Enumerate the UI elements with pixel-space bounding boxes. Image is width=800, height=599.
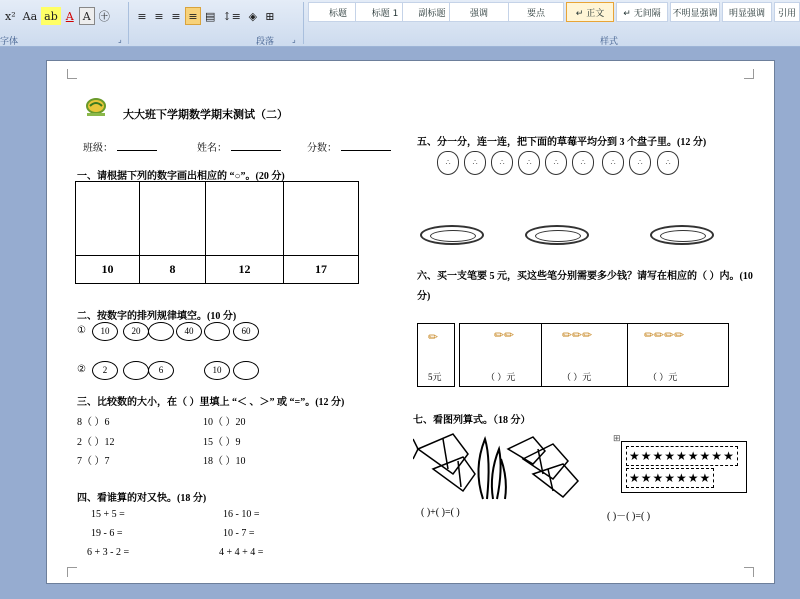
stars-row-1: ★★★★★★★★★ bbox=[626, 446, 738, 466]
plate-icon[interactable] bbox=[650, 225, 714, 245]
q6-price-box bbox=[417, 323, 455, 387]
q2-oval: 60 bbox=[233, 322, 259, 341]
school-logo-icon bbox=[85, 97, 107, 117]
styles-group-label: 样式 bbox=[600, 37, 619, 47]
question-3-title: 三、比较数的大小，在（ ）里填上 “＜ 、＞” 或 “=”。(12 分) bbox=[77, 397, 345, 408]
q2-oval-blank[interactable] bbox=[204, 322, 230, 341]
q6-answer[interactable]: （ ）元 bbox=[648, 372, 678, 382]
q6-price-label: 5元 bbox=[428, 372, 442, 382]
q2-oval: 10 bbox=[204, 361, 230, 380]
q6-table bbox=[459, 323, 729, 387]
q4-item[interactable]: 6 + 3 - 2 = bbox=[87, 547, 130, 558]
strawberry-icon[interactable]: ∴ bbox=[602, 151, 624, 175]
q3-item[interactable]: 10（ ）20 bbox=[203, 417, 246, 428]
highlight-button[interactable]: ab bbox=[41, 7, 61, 25]
font-dialog-launcher-icon[interactable]: ⌟ bbox=[118, 35, 122, 44]
page-title: 大大班下学期数学期末测试（二） bbox=[123, 109, 288, 121]
question-6-title: 六、买一支笔要 5 元，买这些笔分别需要多少钱？请写在相应的（ ）内。(10 bbox=[417, 271, 753, 282]
q1-number: 17 bbox=[284, 256, 359, 284]
q1-draw-cell[interactable] bbox=[284, 182, 359, 256]
q2-oval-blank[interactable] bbox=[233, 361, 259, 380]
q1-draw-cell[interactable] bbox=[140, 182, 206, 256]
style-subtle-emphasis[interactable]: 不明显强调 bbox=[670, 2, 720, 22]
q3-item[interactable]: 18（ ）10 bbox=[203, 456, 246, 467]
document-page[interactable] bbox=[46, 60, 775, 584]
q1-number: 8 bbox=[140, 256, 206, 284]
pencil-icon: ✏✏✏ bbox=[562, 328, 593, 342]
pencil-icon: ✏ bbox=[428, 330, 439, 344]
distributed-icon[interactable]: ▤ bbox=[205, 9, 216, 23]
align-left-icon[interactable]: ≡ bbox=[137, 9, 147, 23]
group-separator bbox=[128, 2, 129, 44]
q1-number: 10 bbox=[76, 256, 140, 284]
q2-row1-label: ① bbox=[77, 325, 86, 336]
paragraph-toolbar bbox=[134, 6, 279, 26]
superscript-button[interactable]: x² bbox=[5, 9, 16, 23]
margin-mark bbox=[744, 567, 754, 577]
q1-draw-cell[interactable] bbox=[76, 182, 140, 256]
strawberry-icon[interactable]: ∴ bbox=[518, 151, 540, 175]
q2-oval-blank[interactable] bbox=[148, 322, 174, 341]
name-label: 姓名： bbox=[197, 143, 227, 154]
question-2-title: 二、按数字的排列规律填空。(10 分) bbox=[77, 311, 237, 322]
q2-row2-label: ② bbox=[77, 364, 86, 375]
shading-icon[interactable]: ◈ bbox=[248, 9, 258, 23]
score-blank[interactable] bbox=[341, 150, 391, 151]
change-case-button[interactable]: Aa bbox=[22, 9, 38, 23]
q4-item[interactable]: 10 - 7 = bbox=[223, 528, 255, 539]
q6-answer[interactable]: （ ）元 bbox=[562, 372, 592, 382]
margin-mark bbox=[67, 567, 77, 577]
q4-item[interactable]: 15 + 5 = bbox=[91, 509, 125, 520]
q6-cell bbox=[460, 324, 542, 387]
q2-oval: 40 bbox=[176, 322, 202, 341]
style-heading[interactable]: 标题 bbox=[308, 2, 368, 22]
stars-row-2: ★★★★★★★ bbox=[626, 468, 714, 488]
fish-seaweed-picture bbox=[413, 429, 583, 501]
margin-mark bbox=[744, 69, 754, 79]
plate-icon[interactable] bbox=[420, 225, 484, 245]
class-label: 班级： bbox=[83, 143, 113, 154]
score-label: 分数： bbox=[307, 143, 337, 154]
style-subtitle[interactable]: 副标题 bbox=[402, 2, 462, 22]
strawberry-icon[interactable]: ∴ bbox=[437, 151, 459, 175]
align-right-icon[interactable]: ≡ bbox=[171, 9, 181, 23]
q2-oval: 2 bbox=[92, 361, 118, 380]
q7-right-formula[interactable]: ( )－( )=( ) bbox=[607, 511, 651, 522]
strawberry-icon[interactable]: ∴ bbox=[491, 151, 513, 175]
enclose-char-button[interactable]: ㊉ bbox=[98, 10, 110, 23]
plate-icon[interactable] bbox=[525, 225, 589, 245]
font-color-button[interactable]: A bbox=[65, 9, 74, 23]
q3-item[interactable]: 8（ ）6 bbox=[77, 417, 110, 428]
q7-left-formula[interactable]: ( )+( )=( ) bbox=[421, 507, 460, 518]
strawberry-icon[interactable]: ∴ bbox=[545, 151, 567, 175]
q1-table bbox=[75, 181, 359, 284]
name-blank[interactable] bbox=[231, 150, 281, 151]
q6-cell bbox=[628, 324, 729, 387]
q1-draw-cell[interactable] bbox=[206, 182, 284, 256]
strawberry-icon[interactable]: ∴ bbox=[629, 151, 651, 175]
q3-item[interactable]: 15（ ）9 bbox=[203, 437, 241, 448]
style-quote[interactable]: 引用 bbox=[774, 2, 800, 22]
margin-mark bbox=[67, 69, 77, 79]
q4-item[interactable]: 4 + 4 + 4 = bbox=[219, 547, 264, 558]
style-emphasis[interactable]: 强调 bbox=[449, 2, 509, 22]
question-1-title: 一、请根据下列的数字画出相应的 “○”。(20 分) bbox=[77, 171, 285, 182]
stars-box bbox=[621, 441, 747, 493]
q2-oval: 20 bbox=[123, 322, 149, 341]
q2-oval-blank[interactable] bbox=[123, 361, 149, 380]
char-shading-button[interactable]: A bbox=[79, 7, 95, 25]
q1-number: 12 bbox=[206, 256, 284, 284]
pencil-icon: ✏✏✏✏ bbox=[644, 328, 685, 342]
style-no-spacing[interactable]: ↵ 无间隔 bbox=[616, 2, 668, 22]
q3-item[interactable]: 7（ ）7 bbox=[77, 456, 110, 467]
q4-item[interactable]: 19 - 6 = bbox=[91, 528, 123, 539]
group-separator bbox=[303, 2, 304, 44]
strawberry-icon[interactable]: ∴ bbox=[572, 151, 594, 175]
font-group-label: 字体 bbox=[0, 37, 19, 47]
ribbon bbox=[0, 0, 800, 47]
style-intense-emphasis[interactable]: 明显强调 bbox=[722, 2, 772, 22]
style-normal[interactable]: ↵ 正文 bbox=[566, 2, 614, 22]
paragraph-group-label: 段落 bbox=[256, 37, 275, 47]
style-heading-1[interactable]: 标题 1 bbox=[355, 2, 415, 22]
q6-cell bbox=[542, 324, 628, 387]
font-toolbar bbox=[2, 6, 114, 26]
strawberry-icon[interactable]: ∴ bbox=[464, 151, 486, 175]
q3-item[interactable]: 2（ ）12 bbox=[77, 437, 115, 448]
q6-answer[interactable]: （ ）元 bbox=[486, 372, 516, 382]
class-blank[interactable] bbox=[117, 150, 157, 151]
q2-oval: 10 bbox=[92, 322, 118, 341]
line-spacing-icon[interactable]: ↕≡ bbox=[222, 9, 241, 23]
justify-icon[interactable]: ≡ bbox=[185, 7, 201, 25]
paragraph-dialog-launcher-icon[interactable]: ⌟ bbox=[292, 35, 296, 44]
q4-item[interactable]: 16 - 10 = bbox=[223, 509, 260, 520]
align-center-icon[interactable]: ≡ bbox=[154, 9, 164, 23]
question-5-title: 五、分一分，连一连，把下面的草莓平均分到 3 个盘子里。(12 分) bbox=[417, 137, 707, 148]
pencil-icon: ✏✏ bbox=[494, 328, 515, 342]
strawberry-icon[interactable]: ∴ bbox=[657, 151, 679, 175]
question-6-title-cont: 分) bbox=[417, 291, 431, 302]
table-move-handle-icon[interactable]: ⊞ bbox=[613, 433, 621, 443]
question-4-title: 四、看谁算的对又快。(18 分) bbox=[77, 493, 207, 504]
question-7-title: 七、看图列算式。（18 分） bbox=[413, 415, 531, 426]
q2-oval: 6 bbox=[148, 361, 174, 380]
borders-icon[interactable]: ⊞ bbox=[265, 9, 275, 23]
style-key-point[interactable]: 要点 bbox=[508, 2, 564, 22]
